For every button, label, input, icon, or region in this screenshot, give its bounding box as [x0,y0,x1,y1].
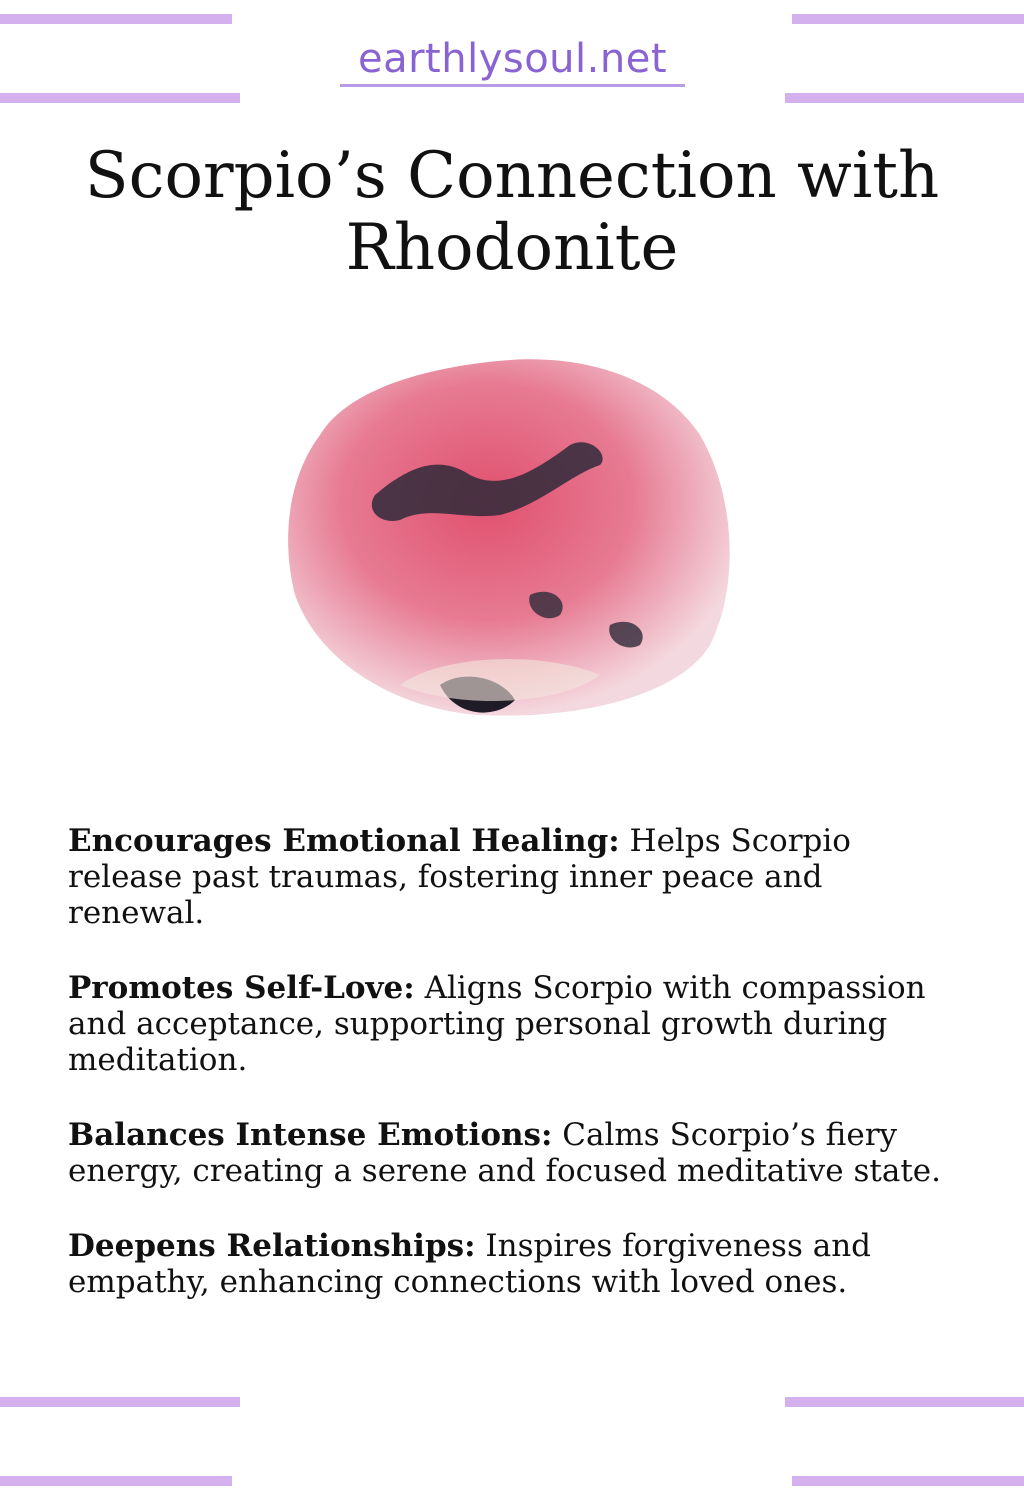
benefit-text: Inspires forgiveness and empathy, enhancing connections with loved ones. [68,1228,872,1300]
benefit-text: Aligns Scorpio with compassion and acceptance, supporting personal growth during meditation. [68,970,926,1078]
benefit-item [68,1117,948,1189]
benefit-text: Calms Scorpio’s fiery energy, creating a serene and focused meditative state. [68,1117,941,1189]
site-logo[interactable] [340,36,685,88]
benefit-heading: Encourages Emotional Healing: [68,823,620,859]
logo-text: earthlysoul.net [357,36,668,82]
decor-bar [0,14,232,24]
decor-bar [0,1397,240,1407]
benefit-item [68,823,948,931]
benefit-heading: Balances Intense Emotions: [68,1117,553,1153]
title-line-1: Scorpio’s Connection with [84,139,940,213]
decor-bar [785,1397,1024,1407]
page-title [0,140,1024,284]
benefit-item [68,1228,948,1300]
benefit-item [68,970,948,1078]
benefit-text: Helps Scorpio release past traumas, fostering inner peace and renewal. [68,823,851,931]
decor-bar [792,14,1024,24]
benefits-list [68,792,948,1339]
decor-bar [0,1476,232,1486]
decor-bar [0,93,240,103]
title-line-2: Rhodonite [345,211,679,285]
decor-bar [785,93,1024,103]
benefit-heading: Deepens Relationships: [68,1228,476,1264]
rhodonite-stone-image [280,355,740,725]
logo-underline [340,84,685,87]
decor-bar [792,1476,1024,1486]
benefit-heading: Promotes Self-Love: [68,970,415,1006]
